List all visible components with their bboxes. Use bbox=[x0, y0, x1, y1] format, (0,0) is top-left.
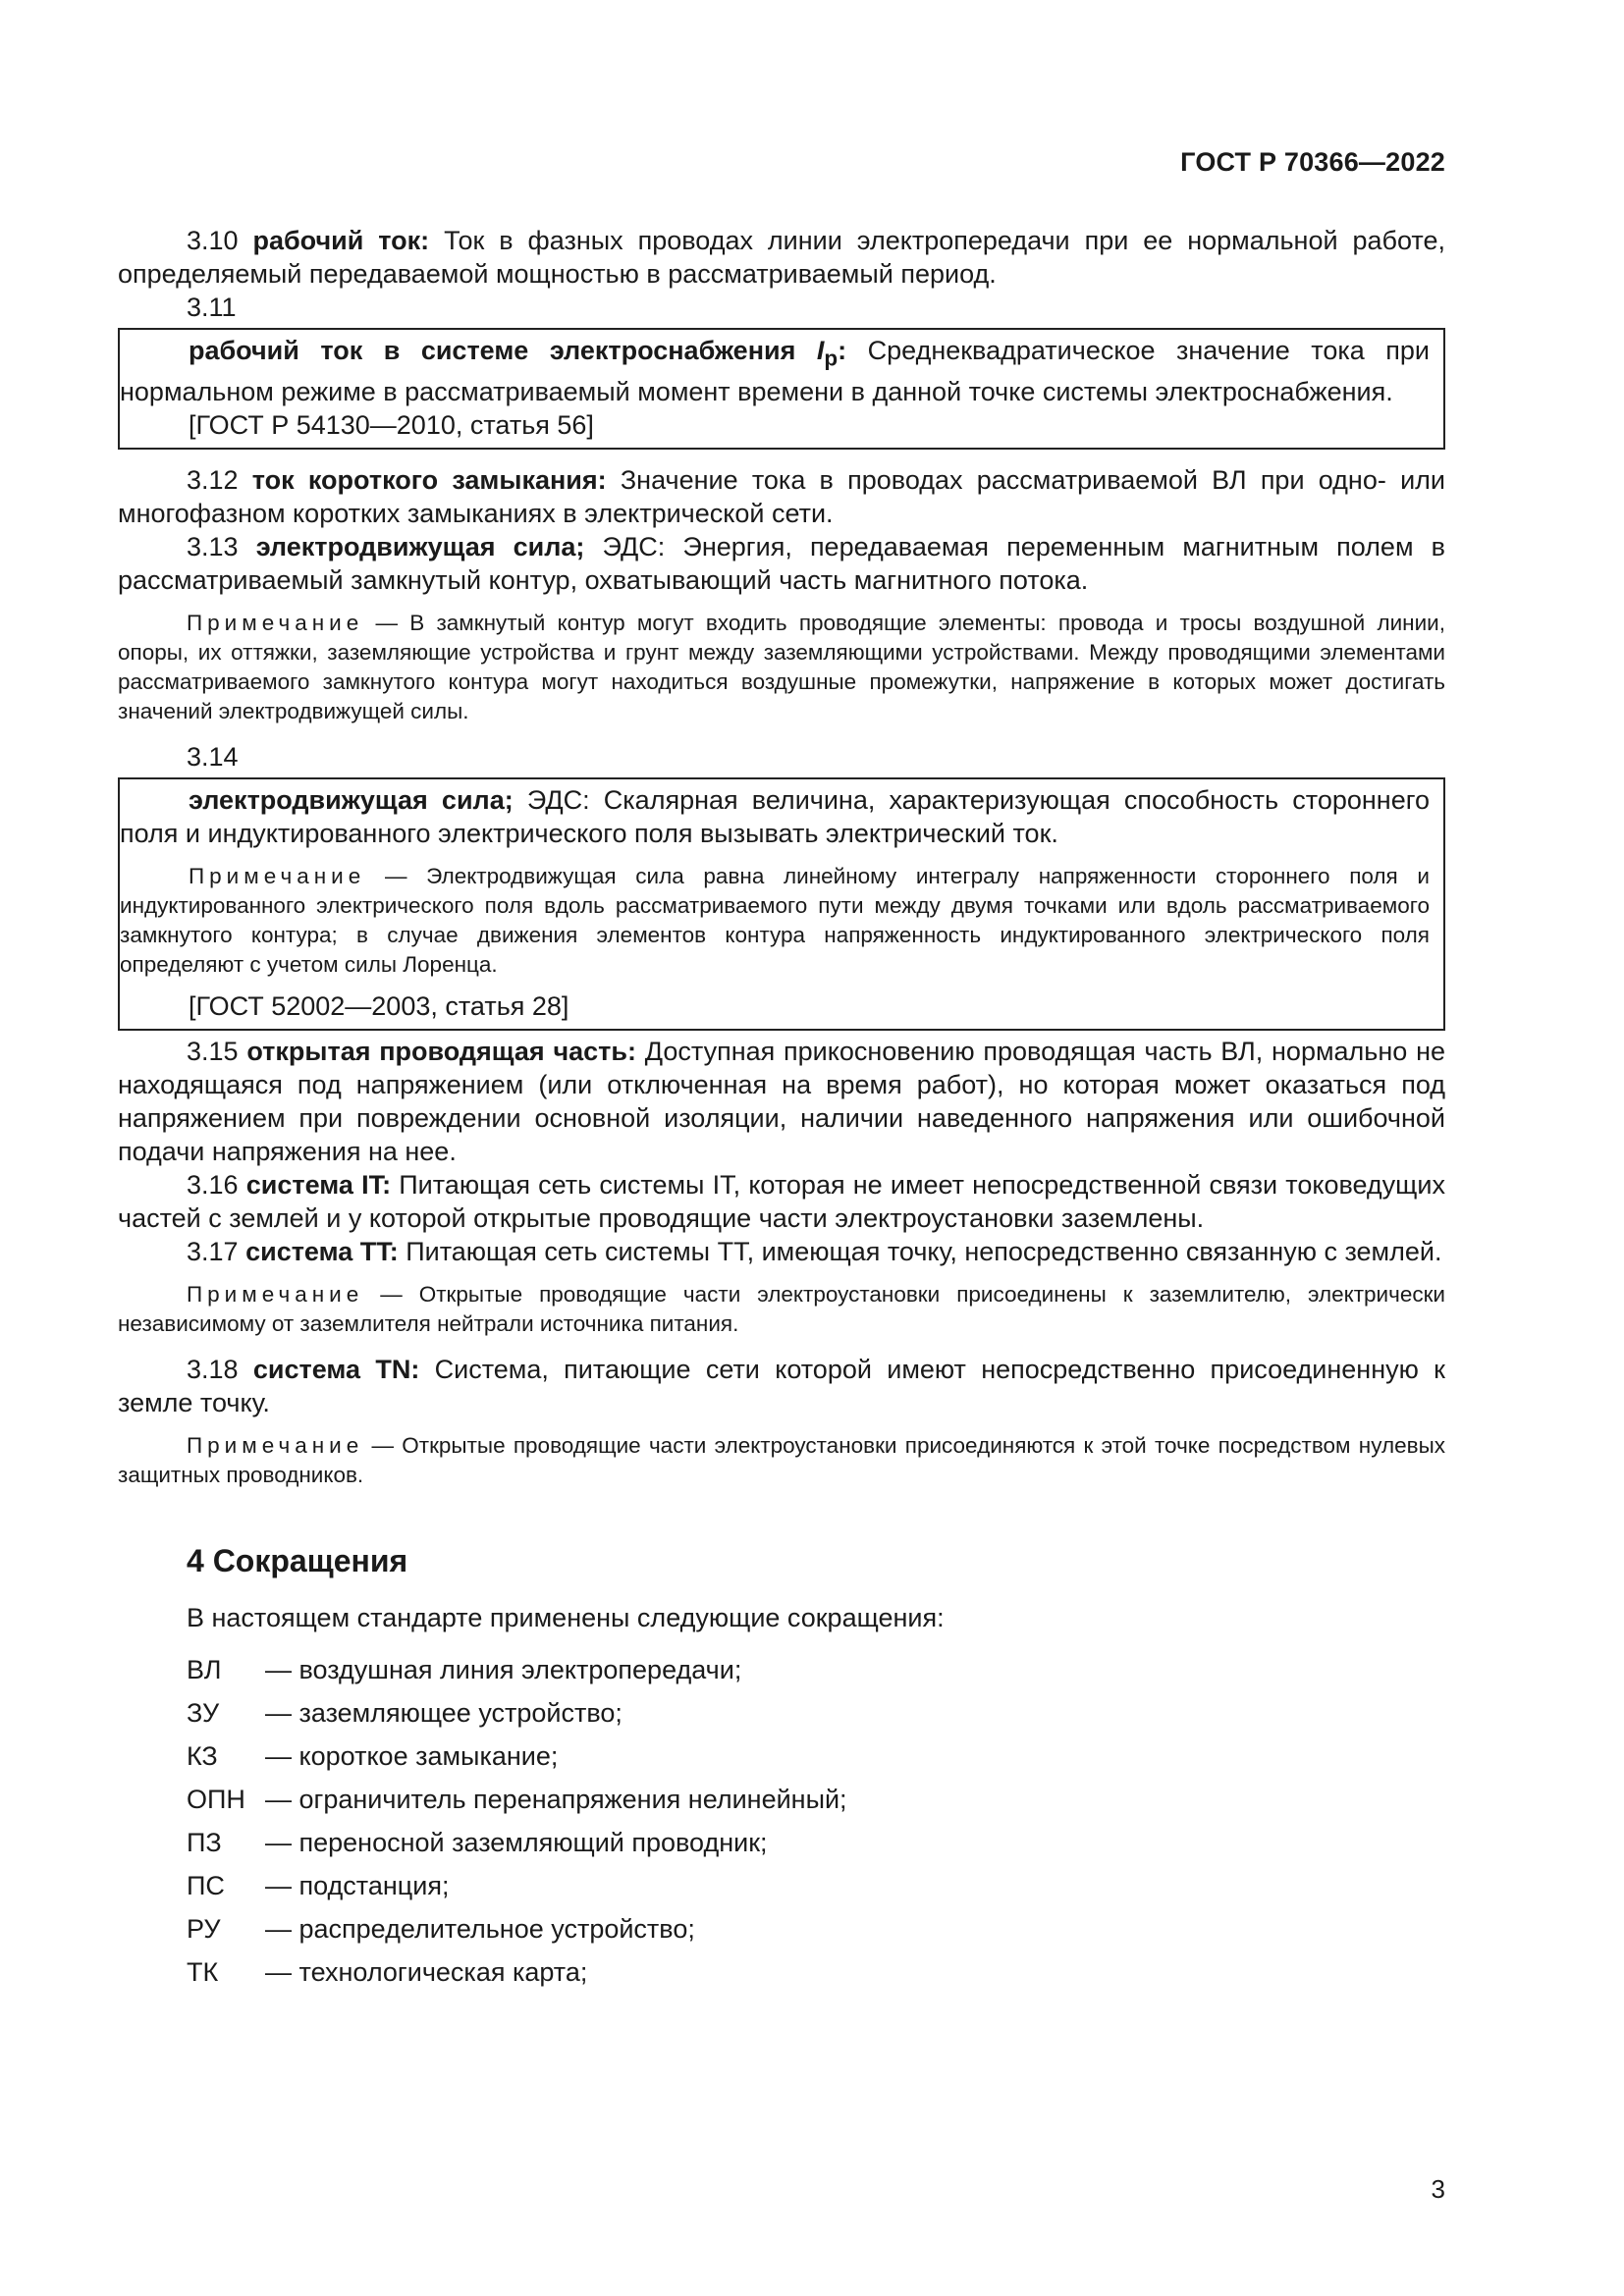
page-content bbox=[118, 224, 1445, 1994]
term-3-14-note bbox=[120, 862, 1430, 980]
list-item bbox=[187, 1864, 1445, 1907]
term-3-11-box bbox=[118, 328, 1445, 450]
term-definition: Система, питающие сети которой имеют непосредственно присоединенную к земле точку. bbox=[118, 1355, 1445, 1418]
term-3-15: 3.15 открытая проводящая часть: Доступная прикосновению проводящая часть ВЛ, нормально не находящаяся под напряжением (или отключенная на время работ), но которая может оказаться под напряжением при повреждении основной изоляции, наличии наведенного напряжения или ошибочной подачи напряжения на нее. bbox=[118, 1037, 1445, 1167]
abbr-code: КЗ bbox=[187, 1741, 218, 1772]
term-3-11-reference: [ГОСТ Р 54130—2010, статья 56] bbox=[189, 410, 594, 441]
list-item bbox=[187, 1648, 1445, 1691]
term-3-14-box bbox=[118, 777, 1445, 1031]
term-title: система TN: bbox=[252, 1355, 420, 1385]
abbr-desc: — переносной заземляющий проводник; bbox=[265, 1828, 768, 1858]
term-3-17: 3.17 система TT: Питающая сеть системы TT, имеющая точку, непосредственно связанную с землей. bbox=[187, 1237, 1442, 1267]
term-3-14-number: 3.14 bbox=[187, 742, 239, 773]
term-3-10 bbox=[118, 224, 1445, 291]
term-number: 3.10 bbox=[187, 226, 239, 255]
symbol-i: I bbox=[816, 336, 825, 365]
term-definition: Среднеквадратическое значение тока при нормальном режиме в рассматриваемый момент времени в данной точке системы электроснабжения. bbox=[120, 336, 1430, 407]
abbreviation-list bbox=[118, 1648, 1445, 1994]
abbr-desc: — распределительное устройство; bbox=[265, 1914, 695, 1945]
abbr-desc: — воздушная линия электропередачи; bbox=[265, 1655, 742, 1685]
term-3-11-number: 3.11 bbox=[187, 293, 237, 322]
note-label: Примечание bbox=[187, 611, 364, 636]
abbr-code: ВЛ bbox=[187, 1655, 222, 1685]
list-item bbox=[187, 1821, 1445, 1864]
list-item bbox=[187, 1691, 1445, 1735]
section-4-heading: 4 Сокращения bbox=[187, 1543, 408, 1579]
abbr-code: ПС bbox=[187, 1871, 225, 1901]
term-title: электродвижущая сила; bbox=[189, 785, 514, 816]
term-definition: ЭДС: Скалярная величина, характеризующая способность стороннего поля и индуктированного электрического поля вызывать электрический ток. bbox=[120, 785, 1430, 849]
list-item bbox=[187, 1778, 1445, 1821]
abbr-desc: — ограничитель перенапряжения нелинейный; bbox=[265, 1785, 847, 1815]
note-text: — Открытые проводящие части электроустановки присоединяются к этой точке посредством нулевых защитных проводников. bbox=[118, 1433, 1445, 1488]
note-text: — Электродвижущая сила равна линейному интегралу напряженности стороннего поля и индуктированного электрического поля вдоль рассматриваемого пути между двумя точками или вдоль рассматриваемого замкнутого контура; в случае движения элементов контура напряженность индуктированного электрического поля определяют с учетом силы Лоренца. bbox=[120, 864, 1430, 978]
term-definition: Питающая сеть системы TT, имеющая точку, непосредственно связанную с землей. bbox=[406, 1237, 1442, 1267]
document-id: ГОСТ Р 70366—2022 bbox=[1180, 147, 1445, 177]
list-item bbox=[187, 1735, 1445, 1778]
term-title: система TT: bbox=[245, 1237, 399, 1267]
abbr-desc: — подстанция; bbox=[265, 1871, 450, 1901]
term-3-18: 3.18 система TN: Система, питающие сети которой имеют непосредственно присоединенную к земле точку. bbox=[118, 1355, 1445, 1418]
note-label: Примечание bbox=[187, 1433, 364, 1459]
abbr-desc: — технологическая карта; bbox=[265, 1957, 588, 1988]
term-definition: Доступная прикосновению проводящая часть ВЛ, нормально не находящаяся под напряжением (или отключенная на время работ), но которая может оказаться под напряжением при повреждении основной изоляции, наличии наведенного напряжения или ошибочной подачи напряжения на нее. bbox=[118, 1037, 1445, 1167]
term-title: ток короткого замыкания: bbox=[251, 465, 607, 496]
abbr-desc: — короткое замыкание; bbox=[265, 1741, 559, 1772]
symbol-subscript: р bbox=[824, 346, 839, 371]
term-definition: Ток в фазных проводах линии электропередачи при ее нормальной работе, определяемый передаваемой мощностью в рассматриваемый период. bbox=[118, 226, 1445, 289]
term-3-13: 3.13 электродвижущая сила; ЭДС: Энергия, передаваемая переменным магнитным полем в рассматриваемый замкнутый контур, охватывающий часть магнитного потока. bbox=[118, 532, 1445, 596]
term-3-11 bbox=[120, 334, 1430, 408]
note-text: — В замкнутый контур могут входить проводящие элементы: провода и тросы воздушной линии, опоры, их оттяжки, заземляющие устройства и грунт между заземляющими устройствами. Между проводящими элементами рассматриваемого замкнутого контура могут находиться воздушные промежутки, напряжение в которых может достигать значений электродвижущей силы. bbox=[118, 611, 1445, 724]
abbr-code: ОПН bbox=[187, 1785, 245, 1815]
list-item bbox=[187, 1907, 1445, 1950]
term-title: система IT: bbox=[245, 1170, 392, 1201]
term-3-16: 3.16 система IT: Питающая сеть системы IT, которая не имеет непосредственной связи токоведущих частей с землей и у которой открытые проводящие части электроустановки заземлены. bbox=[118, 1170, 1445, 1234]
note-label: Примечание bbox=[189, 864, 366, 889]
term-definition: ЭДС: Энергия, передаваемая переменным магнитным полем в рассматриваемый замкнутый контур, охватывающий часть магнитного потока. bbox=[118, 532, 1445, 596]
note-label: Примечание bbox=[187, 1282, 364, 1308]
term-title: электродвижущая сила; bbox=[255, 532, 585, 562]
term-title: рабочий ток в системе электроснабжения $I_р$: bbox=[189, 336, 847, 371]
term-definition: Питающая сеть системы IT, которая не имеет непосредственной связи токоведущих частей с землей и у которой открытые проводящие части электроустановки заземлены. bbox=[118, 1170, 1445, 1234]
term-3-12: 3.12 ток короткого замыкания: Значение тока в проводах рассматриваемой ВЛ при одно- или многофазном коротких замыканиях в электрической сети. bbox=[118, 465, 1445, 529]
section-4-intro: В настоящем стандарте применены следующие сокращения: bbox=[187, 1603, 945, 1633]
page-number: 3 bbox=[1431, 2174, 1445, 2204]
abbr-code: ЗУ bbox=[187, 1698, 220, 1729]
term-3-14 bbox=[120, 783, 1430, 850]
abbr-code: ТК bbox=[187, 1957, 219, 1988]
note-text: — Открытые проводящие части электроустановки присоединены к заземлителю, электрически независимому от заземлителя нейтрали источника питания. bbox=[118, 1282, 1445, 1337]
abbr-desc: — заземляющее устройство; bbox=[265, 1698, 623, 1729]
abbr-code: ПЗ bbox=[187, 1828, 222, 1858]
abbr-code: РУ bbox=[187, 1914, 221, 1945]
term-title: открытая проводящая часть: bbox=[246, 1037, 636, 1067]
term-3-14-reference: [ГОСТ 52002—2003, статья 28] bbox=[189, 991, 569, 1022]
term-3-13-note bbox=[118, 609, 1445, 726]
term-definition: Значение тока в проводах рассматриваемой ВЛ при одно- или многофазном коротких замыканиях в электрической сети. bbox=[118, 465, 1445, 529]
term-3-17-note bbox=[118, 1280, 1445, 1339]
term-3-18-note bbox=[118, 1431, 1445, 1490]
list-item bbox=[187, 1950, 1445, 1994]
term-title: рабочий ток: bbox=[252, 226, 430, 255]
